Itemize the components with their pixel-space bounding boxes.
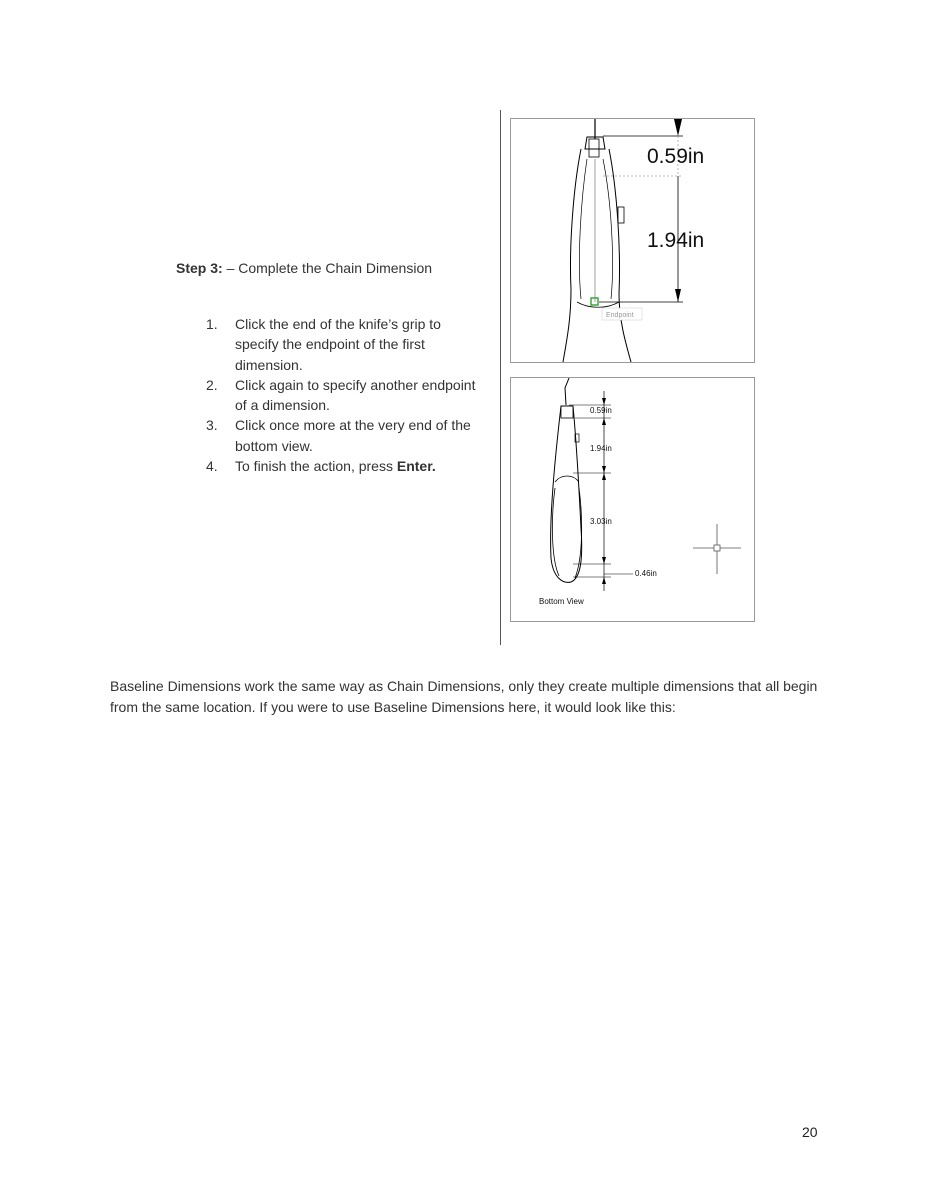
list-item-text: Click the end of the knife’s grip to specify the endpoint of the first dimension.	[235, 316, 441, 373]
dimension-text-1: 0.59in	[590, 406, 612, 415]
list-item	[206, 375, 476, 416]
figure-grip-closeup	[510, 118, 755, 363]
arrow-2	[602, 418, 606, 425]
endpoint-marker	[591, 298, 598, 305]
enter-key-label: Enter.	[396, 458, 436, 475]
step-label: Step 3:	[176, 260, 223, 276]
list-item	[206, 314, 476, 375]
arrow-6	[602, 577, 606, 584]
list-item-text: Click once more at the very end of the bottom view.	[235, 417, 471, 454]
dimension-text-1: 0.59in	[647, 145, 705, 168]
grip-closeup-drawing	[511, 119, 754, 362]
vertical-divider	[500, 110, 501, 645]
arrow-5	[602, 557, 606, 564]
grip-top	[555, 476, 579, 482]
list-item-number: 2.	[206, 376, 218, 393]
dimension-text-3: 3.03in	[590, 517, 612, 526]
handle-left-inner	[579, 159, 587, 299]
figure-bottom-view	[510, 377, 755, 622]
bottom-view-drawing	[511, 378, 754, 621]
dimension-text-4: 0.46in	[635, 569, 657, 578]
list-item-number: 1.	[206, 316, 218, 332]
list-item	[206, 415, 476, 456]
grip-left	[552, 488, 559, 576]
endpoint-tooltip: Endpoint	[606, 312, 634, 319]
bottom-view-caption: Bottom View	[539, 597, 584, 606]
list-item-text: Click again to specify another endpoint of a dimension.	[235, 376, 476, 414]
handle-outline	[551, 406, 582, 582]
handle-button	[618, 207, 624, 223]
list-item	[206, 456, 476, 476]
blade-line	[565, 378, 569, 405]
list-item-text: To finish the action, press	[235, 458, 397, 475]
crosshair-cursor-icon	[714, 545, 720, 551]
arrow-4	[602, 473, 606, 480]
arrow-1	[602, 398, 606, 405]
dimension-text-2: 1.94in	[647, 229, 705, 252]
list-item-number: 3.	[206, 417, 218, 434]
handle-right-inner	[603, 159, 613, 299]
arrow-bottom	[675, 289, 681, 302]
step-heading	[176, 260, 432, 276]
instruction-list	[206, 314, 476, 476]
body-paragraph: Baseline Dimensions work the same way as Chain Dimensions, only they create multiple dimensions that all begin from the same location. If you were to use Baseline Dimensions here, it would look like this:	[110, 678, 818, 715]
step-title: – Complete the Chain Dimension	[222, 260, 433, 276]
arrow-top	[674, 119, 682, 136]
handle-tip	[561, 406, 573, 418]
arrow-3	[602, 466, 606, 473]
list-item-number: 4.	[206, 458, 218, 475]
handle-left-outer	[563, 149, 581, 362]
grip-slot	[589, 139, 599, 157]
page-number: 20	[802, 1124, 818, 1140]
dimension-text-2: 1.94in	[590, 444, 612, 453]
